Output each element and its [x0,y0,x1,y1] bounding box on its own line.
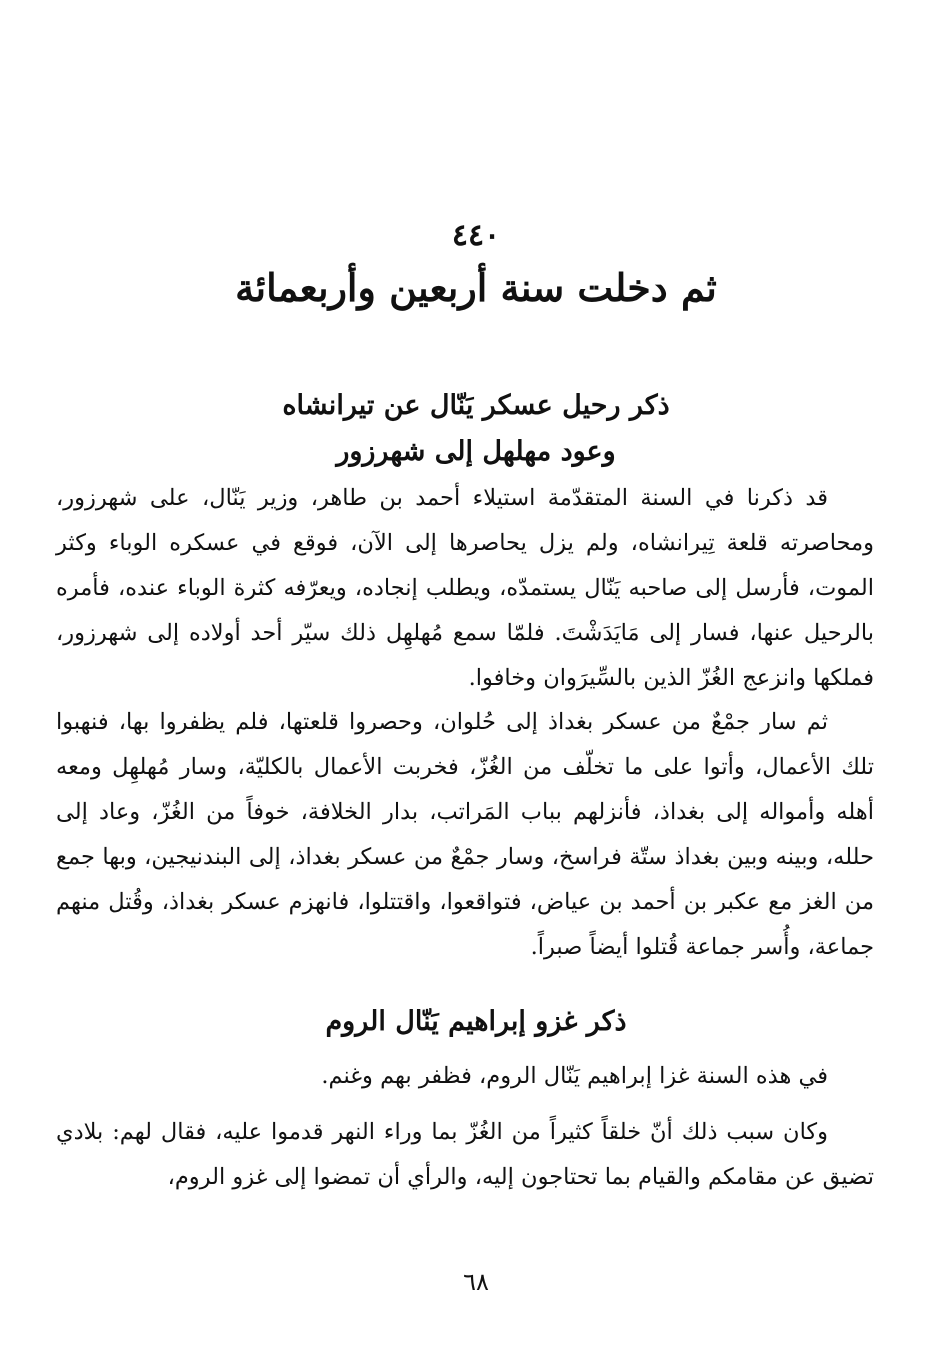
page-number: ٦٨ [463,1268,489,1296]
section1-title-line1: ذكر رحيل عسكر يَنّال عن تيرانشاه [282,390,670,421]
chapter-title: ثم دخلت سنة أربعين وأربعمائة [235,265,717,310]
section2-paragraph1 [56,1054,874,1099]
section1-paragraph2 [56,700,874,970]
paragraph-text: ثم سار جمْعٌ من عسكر بغداذ إلى حُلوان، وحصروا قلعتها، فلم يظفروا بها، فنهبوا تلك الأعمال، وأتوا على ما تخلّف من الغُزّ، فخربت الأعمال بالكليّة، وسار مُهلهِل ومعه أهله وأمواله إلى بغداذ، فأنزلهم بباب المَراتب، بدار الخلافة، خوفاً من الغُزّ، وعاد إلى حلله، وبينه وبين بغداذ ستّة فراسخ، وسار جمْعٌ من عسكر بغداذ، إلى البندنيجين، وبها جمع من الغز مع عكبر بن أحمد بن عياض، فتواقعوا، واقتتلوا، فانهزم عسكر بغداذ، وقُتل منهم جماعة، وأُسر جماعة قُتلوا أيضاً صبراً. [56,709,874,960]
section1-paragraph1 [56,476,874,701]
paragraph-text: قد ذكرنا في السنة المتقدّمة استيلاء أحمد بن طاهر، وزير يَنّال، على شهرزور، ومحاصرته قلعة تِيرانشاه، ولم يزل يحاصرها إلى الآن، فوقع في عسكره الوباء وكثر الموت، فأرسل إلى صاحبه يَنّال يستمدّه، ويطلب إنجاده، ويعرّفه كثرة الوباء عنده، فأمره بالرحيل عنها، فسار إلى مَايَدَشْتَ. فلمّا سمع مُهلهِل ذلك سيّر أحد أولاده إلى شهرزور، فملكها وانزعج الغُزّ الذين بالسِّيرَوان وخافوا. [56,485,874,691]
section2-paragraph2 [56,1110,874,1200]
section1-title-line2: وعود مهلهل إلى شهرزور [336,436,616,467]
paragraph-text: وكان سبب ذلك أنّ خلقاً كثيراً من الغُزّ بما وراء النهر قدموا عليه، فقال لهم: بلادي تضيق عن مقامكم والقيام بما تحتاجون إليه، والرأي أن تمضوا إلى غزو الروم، [56,1119,874,1190]
paragraph-text: في هذه السنة غزا إبراهيم يَنّال الروم، فظفر بهم وغنم. [321,1063,828,1089]
section2-title: ذكر غزو إبراهيم يَنّال الروم [325,1006,627,1037]
year-heading: ٤٤٠ [451,218,501,253]
